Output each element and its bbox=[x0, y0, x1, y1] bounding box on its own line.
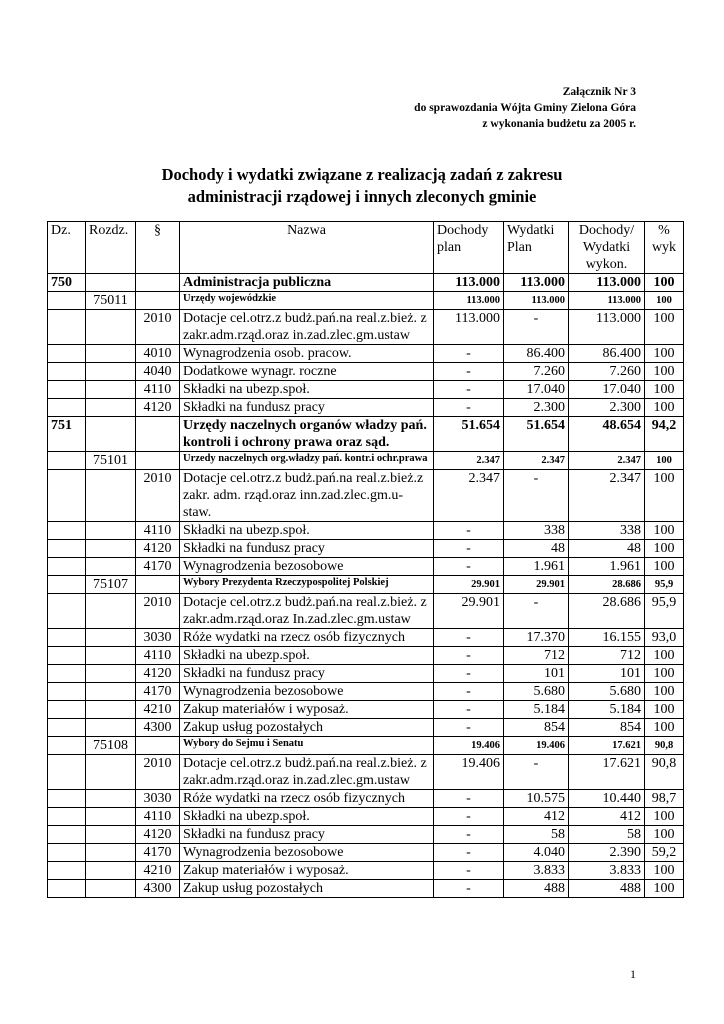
cell-nazwa: Wynagrodzenia bezosobowe bbox=[180, 683, 434, 701]
cell-percent: 100 bbox=[645, 719, 684, 737]
cell-wykonanie: 17.621 bbox=[569, 737, 645, 755]
attachment-note bbox=[414, 84, 636, 132]
cell-wydatki: 10.575 bbox=[504, 790, 569, 808]
cell-wydatki: - bbox=[504, 594, 569, 629]
cell-rozdz bbox=[86, 862, 136, 880]
cell-nazwa: Urzedy naczelnych org.władzy pań. kontr.i ochr.prawa bbox=[180, 452, 434, 470]
page-number: 1 bbox=[630, 967, 636, 981]
cell-wydatki: 412 bbox=[504, 808, 569, 826]
cell-wykonanie: 48.654 bbox=[569, 417, 645, 452]
cell-wykonanie: 17.040 bbox=[569, 381, 645, 399]
header-dz: Dz. bbox=[48, 222, 86, 274]
cell-percent: 100 bbox=[645, 826, 684, 844]
table-row bbox=[48, 522, 684, 540]
document-title-line: Dochody i wydatki związane z realizacją zadań z zakresu bbox=[161, 165, 563, 184]
document-title-line: administracji rządowej i innych zleconych gminie bbox=[187, 187, 537, 206]
cell-nazwa: Dodatkowe wynagr. roczne bbox=[180, 363, 434, 381]
cell-wydatki: - bbox=[504, 470, 569, 522]
cell-paragraph: 3030 bbox=[136, 629, 180, 647]
cell-dz bbox=[48, 862, 86, 880]
table-row bbox=[48, 808, 684, 826]
header-dochody: Dochody plan bbox=[434, 222, 504, 274]
table-row-section bbox=[48, 274, 684, 292]
cell-wykonanie: 412 bbox=[569, 808, 645, 826]
cell-dochody: - bbox=[434, 363, 504, 381]
cell-nazwa: Róże wydatki na rzecz osób fizycznych bbox=[180, 629, 434, 647]
cell-rozdz bbox=[86, 470, 136, 522]
cell-percent: 100 bbox=[645, 808, 684, 826]
cell-paragraph: 4010 bbox=[136, 345, 180, 363]
table-row bbox=[48, 399, 684, 417]
header-wydatki: Wydatki Plan bbox=[504, 222, 569, 274]
cell-rozdz bbox=[86, 540, 136, 558]
cell-nazwa: Administracja publiczna bbox=[180, 274, 434, 292]
cell-dochody: 113.000 bbox=[434, 292, 504, 310]
cell-dz bbox=[48, 683, 86, 701]
table-row bbox=[48, 719, 684, 737]
cell-wydatki: 5.184 bbox=[504, 701, 569, 719]
cell-dochody: 2.347 bbox=[434, 470, 504, 522]
cell-paragraph: 4110 bbox=[136, 381, 180, 399]
cell-paragraph bbox=[136, 274, 180, 292]
cell-percent: 100 bbox=[645, 452, 684, 470]
cell-rozdz bbox=[86, 701, 136, 719]
table-row bbox=[48, 880, 684, 898]
cell-wykonanie: 854 bbox=[569, 719, 645, 737]
cell-wykonanie: 17.621 bbox=[569, 755, 645, 790]
cell-dochody: 113.000 bbox=[434, 310, 504, 345]
table-row-section bbox=[48, 417, 684, 452]
cell-wykonanie: 5.680 bbox=[569, 683, 645, 701]
cell-wydatki: 19.406 bbox=[504, 737, 569, 755]
cell-dochody: 19.406 bbox=[434, 755, 504, 790]
cell-wykonanie: 101 bbox=[569, 665, 645, 683]
cell-dochody: 19.406 bbox=[434, 737, 504, 755]
cell-rozdz bbox=[86, 683, 136, 701]
cell-paragraph bbox=[136, 737, 180, 755]
cell-percent: 100 bbox=[645, 880, 684, 898]
cell-dz bbox=[48, 292, 86, 310]
cell-percent: 100 bbox=[645, 540, 684, 558]
cell-wydatki: 488 bbox=[504, 880, 569, 898]
cell-percent: 100 bbox=[645, 522, 684, 540]
cell-dochody: - bbox=[434, 647, 504, 665]
cell-wydatki: 854 bbox=[504, 719, 569, 737]
cell-wykonanie: 3.833 bbox=[569, 862, 645, 880]
cell-wydatki: 113.000 bbox=[504, 292, 569, 310]
table-row-chapter bbox=[48, 452, 684, 470]
cell-nazwa: Składki na fundusz pracy bbox=[180, 665, 434, 683]
cell-percent: 100 bbox=[645, 862, 684, 880]
cell-wydatki: - bbox=[504, 755, 569, 790]
cell-paragraph: 4110 bbox=[136, 647, 180, 665]
cell-rozdz: 75101 bbox=[86, 452, 136, 470]
header-wykonanie: Dochody/ Wydatki wykon. bbox=[569, 222, 645, 274]
cell-nazwa: Zakup materiałów i wyposaż. bbox=[180, 701, 434, 719]
cell-wydatki: 5.680 bbox=[504, 683, 569, 701]
cell-percent: 100 bbox=[645, 345, 684, 363]
cell-nazwa: Zakup usług pozostałych bbox=[180, 719, 434, 737]
table-row bbox=[48, 470, 684, 522]
cell-nazwa: Urzędy naczelnych organów władzy pań. kontroli i ochrony prawa oraz sąd. bbox=[180, 417, 434, 452]
table-row bbox=[48, 790, 684, 808]
cell-dochody: - bbox=[434, 790, 504, 808]
cell-dz bbox=[48, 558, 86, 576]
cell-nazwa: Wynagrodzenia bezosobowe bbox=[180, 844, 434, 862]
cell-dz bbox=[48, 647, 86, 665]
table-row bbox=[48, 310, 684, 345]
cell-nazwa: Składki na ubezp.społ. bbox=[180, 808, 434, 826]
cell-nazwa: Składki na ubezp.społ. bbox=[180, 647, 434, 665]
cell-dz bbox=[48, 737, 86, 755]
cell-wydatki: 17.040 bbox=[504, 381, 569, 399]
table-row bbox=[48, 844, 684, 862]
cell-paragraph: 4170 bbox=[136, 683, 180, 701]
cell-paragraph bbox=[136, 417, 180, 452]
cell-dz bbox=[48, 522, 86, 540]
cell-dochody: - bbox=[434, 683, 504, 701]
cell-dochody: - bbox=[434, 808, 504, 826]
cell-dochody: 29.901 bbox=[434, 594, 504, 629]
table-row bbox=[48, 345, 684, 363]
cell-dz bbox=[48, 755, 86, 790]
cell-rozdz: 75011 bbox=[86, 292, 136, 310]
cell-dz bbox=[48, 452, 86, 470]
cell-percent: 100 bbox=[645, 701, 684, 719]
cell-dz bbox=[48, 719, 86, 737]
cell-dochody: - bbox=[434, 880, 504, 898]
cell-rozdz bbox=[86, 880, 136, 898]
cell-percent: 100 bbox=[645, 647, 684, 665]
header-nazwa: Nazwa bbox=[180, 222, 434, 274]
cell-rozdz bbox=[86, 417, 136, 452]
cell-dz: 751 bbox=[48, 417, 86, 452]
cell-wydatki: 51.654 bbox=[504, 417, 569, 452]
cell-wykonanie: 16.155 bbox=[569, 629, 645, 647]
cell-paragraph: 4210 bbox=[136, 701, 180, 719]
cell-dochody: - bbox=[434, 719, 504, 737]
cell-dochody: - bbox=[434, 826, 504, 844]
cell-wykonanie: 28.686 bbox=[569, 576, 645, 594]
cell-nazwa: Wybory Prezydenta Rzeczypospolitej Polskiej bbox=[180, 576, 434, 594]
cell-percent: 94,2 bbox=[645, 417, 684, 452]
cell-paragraph: 2010 bbox=[136, 594, 180, 629]
cell-rozdz bbox=[86, 790, 136, 808]
attachment-note-line: do sprawozdania Wójta Gminy Zielona Góra bbox=[414, 102, 636, 114]
cell-nazwa: Zakup materiałów i wyposaż. bbox=[180, 862, 434, 880]
cell-wydatki: 48 bbox=[504, 540, 569, 558]
document-title bbox=[0, 164, 724, 208]
cell-rozdz bbox=[86, 808, 136, 826]
cell-nazwa: Składki na fundusz pracy bbox=[180, 540, 434, 558]
cell-dochody: - bbox=[434, 345, 504, 363]
cell-rozdz bbox=[86, 381, 136, 399]
cell-wykonanie: 113.000 bbox=[569, 310, 645, 345]
cell-percent: 95,9 bbox=[645, 594, 684, 629]
cell-percent: 100 bbox=[645, 399, 684, 417]
cell-dochody: - bbox=[434, 862, 504, 880]
cell-paragraph: 2010 bbox=[136, 470, 180, 522]
cell-rozdz bbox=[86, 665, 136, 683]
cell-wydatki: 712 bbox=[504, 647, 569, 665]
cell-dz bbox=[48, 381, 86, 399]
cell-wykonanie: 2.300 bbox=[569, 399, 645, 417]
cell-percent: 100 bbox=[645, 274, 684, 292]
cell-nazwa: Składki na fundusz pracy bbox=[180, 399, 434, 417]
cell-wykonanie: 86.400 bbox=[569, 345, 645, 363]
cell-paragraph: 2010 bbox=[136, 310, 180, 345]
table-row bbox=[48, 629, 684, 647]
cell-dz bbox=[48, 808, 86, 826]
table-row bbox=[48, 647, 684, 665]
cell-dz bbox=[48, 844, 86, 862]
cell-nazwa: Urzędy wojewódzkie bbox=[180, 292, 434, 310]
cell-paragraph: 4120 bbox=[136, 665, 180, 683]
attachment-note-line: z wykonania budżetu za 2005 r. bbox=[482, 118, 636, 130]
cell-percent: 100 bbox=[645, 381, 684, 399]
cell-percent: 90,8 bbox=[645, 737, 684, 755]
cell-nazwa: Wynagrodzenia bezosobowe bbox=[180, 558, 434, 576]
cell-paragraph bbox=[136, 452, 180, 470]
cell-wykonanie: 7.260 bbox=[569, 363, 645, 381]
table-row bbox=[48, 540, 684, 558]
cell-percent: 100 bbox=[645, 363, 684, 381]
cell-paragraph: 3030 bbox=[136, 790, 180, 808]
cell-dochody: - bbox=[434, 558, 504, 576]
cell-wydatki: 4.040 bbox=[504, 844, 569, 862]
cell-dz bbox=[48, 399, 86, 417]
cell-percent: 90,8 bbox=[645, 755, 684, 790]
cell-dz bbox=[48, 790, 86, 808]
cell-wykonanie: 48 bbox=[569, 540, 645, 558]
cell-dochody: - bbox=[434, 522, 504, 540]
header-percent: % wyk bbox=[645, 222, 684, 274]
table-row bbox=[48, 683, 684, 701]
cell-paragraph: 4110 bbox=[136, 522, 180, 540]
cell-rozdz bbox=[86, 363, 136, 381]
cell-nazwa: Składki na fundusz pracy bbox=[180, 826, 434, 844]
cell-rozdz bbox=[86, 594, 136, 629]
cell-dochody: - bbox=[434, 399, 504, 417]
cell-paragraph bbox=[136, 292, 180, 310]
cell-wykonanie: 10.440 bbox=[569, 790, 645, 808]
cell-rozdz bbox=[86, 719, 136, 737]
cell-dz bbox=[48, 629, 86, 647]
cell-paragraph: 4120 bbox=[136, 826, 180, 844]
cell-dz bbox=[48, 345, 86, 363]
table-row bbox=[48, 701, 684, 719]
cell-dz bbox=[48, 310, 86, 345]
table-row bbox=[48, 558, 684, 576]
cell-nazwa: Zakup usług pozostałych bbox=[180, 880, 434, 898]
cell-dz bbox=[48, 363, 86, 381]
cell-dochody: 51.654 bbox=[434, 417, 504, 452]
cell-percent: 59,2 bbox=[645, 844, 684, 862]
cell-paragraph: 2010 bbox=[136, 755, 180, 790]
cell-wykonanie: 1.961 bbox=[569, 558, 645, 576]
cell-wykonanie: 2.347 bbox=[569, 452, 645, 470]
cell-dz bbox=[48, 576, 86, 594]
cell-nazwa: Róże wydatki na rzecz osób fizycznych bbox=[180, 790, 434, 808]
cell-rozdz bbox=[86, 345, 136, 363]
cell-dz bbox=[48, 540, 86, 558]
cell-rozdz bbox=[86, 844, 136, 862]
cell-wykonanie: 58 bbox=[569, 826, 645, 844]
cell-paragraph: 4300 bbox=[136, 719, 180, 737]
cell-percent: 100 bbox=[645, 470, 684, 522]
cell-wykonanie: 712 bbox=[569, 647, 645, 665]
cell-wykonanie: 2.390 bbox=[569, 844, 645, 862]
cell-dochody: - bbox=[434, 629, 504, 647]
cell-dochody: - bbox=[434, 701, 504, 719]
cell-paragraph: 4040 bbox=[136, 363, 180, 381]
cell-wykonanie: 488 bbox=[569, 880, 645, 898]
cell-dz bbox=[48, 470, 86, 522]
cell-wydatki: 58 bbox=[504, 826, 569, 844]
cell-wykonanie: 113.000 bbox=[569, 274, 645, 292]
cell-dochody: 113.000 bbox=[434, 274, 504, 292]
cell-rozdz bbox=[86, 558, 136, 576]
cell-dz bbox=[48, 665, 86, 683]
cell-paragraph bbox=[136, 576, 180, 594]
cell-rozdz bbox=[86, 522, 136, 540]
cell-dochody: 29.901 bbox=[434, 576, 504, 594]
table-row-chapter bbox=[48, 737, 684, 755]
cell-rozdz bbox=[86, 826, 136, 844]
cell-percent: 100 bbox=[645, 683, 684, 701]
cell-wydatki: 1.961 bbox=[504, 558, 569, 576]
cell-dochody: - bbox=[434, 844, 504, 862]
cell-paragraph: 4210 bbox=[136, 862, 180, 880]
cell-wykonanie: 28.686 bbox=[569, 594, 645, 629]
cell-paragraph: 4170 bbox=[136, 844, 180, 862]
cell-wykonanie: 338 bbox=[569, 522, 645, 540]
cell-percent: 98,7 bbox=[645, 790, 684, 808]
cell-rozdz bbox=[86, 310, 136, 345]
cell-dochody: - bbox=[434, 540, 504, 558]
cell-paragraph: 4110 bbox=[136, 808, 180, 826]
table-row bbox=[48, 381, 684, 399]
cell-rozdz bbox=[86, 755, 136, 790]
table-row-chapter bbox=[48, 576, 684, 594]
table-row-chapter bbox=[48, 292, 684, 310]
cell-nazwa: Dotacje cel.otrz.z budż.pań.na real.z.bież. z zakr.adm.rząd.oraz In.zad.zlec.gm.ustaw bbox=[180, 594, 434, 629]
cell-percent: 95,9 bbox=[645, 576, 684, 594]
cell-wydatki: 3.833 bbox=[504, 862, 569, 880]
cell-rozdz: 75108 bbox=[86, 737, 136, 755]
cell-dz bbox=[48, 594, 86, 629]
budget-table-body bbox=[48, 222, 684, 898]
attachment-note-line: Załącznik Nr 3 bbox=[562, 86, 636, 98]
cell-dochody: 2.347 bbox=[434, 452, 504, 470]
table-row bbox=[48, 826, 684, 844]
cell-wydatki: 113.000 bbox=[504, 274, 569, 292]
cell-wydatki: 338 bbox=[504, 522, 569, 540]
table-row bbox=[48, 363, 684, 381]
cell-dz bbox=[48, 701, 86, 719]
cell-percent: 93,0 bbox=[645, 629, 684, 647]
cell-wydatki: 2.300 bbox=[504, 399, 569, 417]
cell-nazwa: Wynagrodzenia osob. pracow. bbox=[180, 345, 434, 363]
cell-wydatki: 101 bbox=[504, 665, 569, 683]
cell-rozdz bbox=[86, 629, 136, 647]
cell-dz: 750 bbox=[48, 274, 86, 292]
header-paragraph: § bbox=[136, 222, 180, 274]
cell-paragraph: 4170 bbox=[136, 558, 180, 576]
header-rozdz: Rozdz. bbox=[86, 222, 136, 274]
cell-nazwa: Wybory do Sejmu i Senatu bbox=[180, 737, 434, 755]
cell-percent: 100 bbox=[645, 665, 684, 683]
table-row bbox=[48, 594, 684, 629]
cell-wydatki: 17.370 bbox=[504, 629, 569, 647]
cell-nazwa: Składki na ubezp.społ. bbox=[180, 381, 434, 399]
cell-rozdz bbox=[86, 647, 136, 665]
cell-dochody: - bbox=[434, 381, 504, 399]
cell-dz bbox=[48, 880, 86, 898]
cell-paragraph: 4120 bbox=[136, 399, 180, 417]
cell-rozdz bbox=[86, 274, 136, 292]
cell-wykonanie: 2.347 bbox=[569, 470, 645, 522]
table-row bbox=[48, 862, 684, 880]
cell-nazwa: Dotacje cel.otrz.z budż.pań.na real.z.bież. z zakr.adm.rząd.oraz in.zad.zlec.gm.ustaw bbox=[180, 310, 434, 345]
table-header-row bbox=[48, 222, 684, 274]
cell-dz bbox=[48, 826, 86, 844]
cell-wydatki: 29.901 bbox=[504, 576, 569, 594]
cell-rozdz: 75107 bbox=[86, 576, 136, 594]
table-row bbox=[48, 665, 684, 683]
cell-percent: 100 bbox=[645, 292, 684, 310]
cell-wydatki: 86.400 bbox=[504, 345, 569, 363]
cell-rozdz bbox=[86, 399, 136, 417]
budget-table bbox=[47, 221, 684, 898]
cell-wydatki: 7.260 bbox=[504, 363, 569, 381]
cell-wydatki: - bbox=[504, 310, 569, 345]
cell-nazwa: Składki na ubezp.społ. bbox=[180, 522, 434, 540]
cell-wykonanie: 113.000 bbox=[569, 292, 645, 310]
cell-nazwa: Dotacje cel.otrz.z budż.pań.na real.z.bież. z zakr.adm.rząd.oraz in.zad.zlec.gm.ustaw bbox=[180, 755, 434, 790]
cell-dochody: - bbox=[434, 665, 504, 683]
cell-nazwa: Dotacje cel.otrz.z budż.pań.na real.z.bież.z zakr. adm. rząd.oraz inn.zad.zlec.gm.u-staw. bbox=[180, 470, 434, 522]
cell-wydatki: 2.347 bbox=[504, 452, 569, 470]
cell-paragraph: 4120 bbox=[136, 540, 180, 558]
cell-percent: 100 bbox=[645, 310, 684, 345]
cell-wykonanie: 5.184 bbox=[569, 701, 645, 719]
cell-paragraph: 4300 bbox=[136, 880, 180, 898]
cell-percent: 100 bbox=[645, 558, 684, 576]
table-row bbox=[48, 755, 684, 790]
